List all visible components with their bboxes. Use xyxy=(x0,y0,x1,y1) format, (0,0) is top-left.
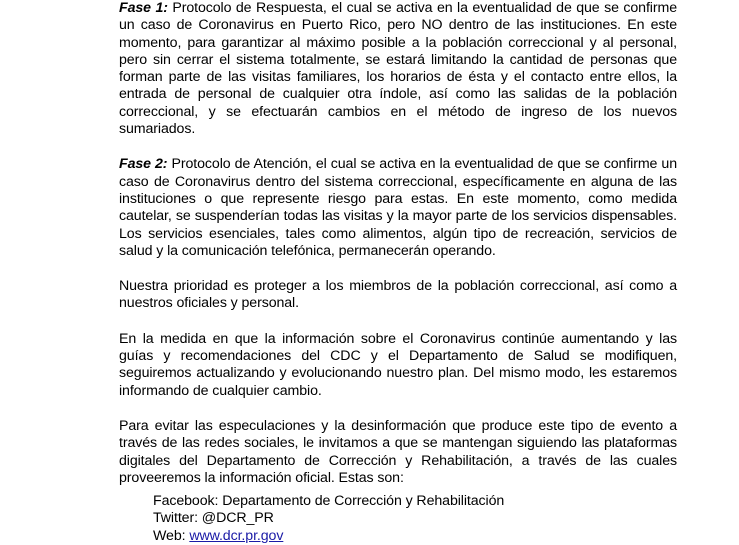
priority-paragraph: Nuestra prioridad es proteger a los miembros de la población correccional, así como a nuestros oficiales y personal. xyxy=(119,278,677,312)
phase1-text: Protocolo de Respuesta, el cual se activa en la eventualidad de que se confirme un caso de Coronavirus en Puerto Rico, pero NO dentro de las instituciones. En este momento, para garantizar al máximo posible a la población correccional y al personal, pero sin cerrar el sistema totalmente, se estará limitando la cantidad de personas que forman parte de las visitas familiares, los horarios de ésta y el contacto entre ellos, la entrada de personal de cualquier otra índole, así como las salidas de la población correccional, y se efectuarán cambios en el método de ingreso de los nuevos sumariados. xyxy=(119,0,677,138)
twitter-contact: Twitter: @DCR_PR xyxy=(153,510,274,527)
facebook-contact: Facebook: Departamento de Corrección y Rehabilitación xyxy=(153,493,505,510)
phase2-paragraph xyxy=(119,156,677,260)
web-contact xyxy=(153,528,677,545)
phase1-label: Fase 1: xyxy=(119,0,168,16)
contact-list xyxy=(153,493,677,545)
document-page xyxy=(119,0,677,545)
phase1-paragraph xyxy=(119,0,677,138)
social-paragraph: Para evitar las especulaciones y la desinformación que produce este tipo de evento a través de las redes sociales, le invitamos a que se mantengan siguiendo las plataformas digitales del Departamento de Corrección y Rehabilitación, a través de las cuales proveeremos la información oficial. Estas son: xyxy=(119,417,677,486)
web-link[interactable]: www.dcr.pr.gov xyxy=(189,527,284,544)
update-paragraph: En la medida en que la información sobre el Coronavirus continúe aumentando y las guías y recomendaciones del CDC y el Departamento de Salud se modifiquen, seguiremos actualizando y evolucionando nuestro plan. Del mismo modo, les estaremos informando de cualquier cambio. xyxy=(119,330,677,399)
phase2-text: Protocolo de Atención, el cual se activa en la eventualidad de que se confirme un caso de Coronavirus dentro del sistema correccional, específicamente en alguna de las instituciones o que represente riesgo para estas. En este momento, como medida cautelar, se suspenderían todas las visitas y la mayor parte de los servicios dispensables. Los servicios esenciales, tales como alimentos, algún tipo de recreación, servicios de salud y la comunicación telefónica, permanecerán operando. xyxy=(119,156,677,259)
web-label: Web: xyxy=(153,527,190,544)
phase2-label: Fase 2: xyxy=(119,156,168,173)
